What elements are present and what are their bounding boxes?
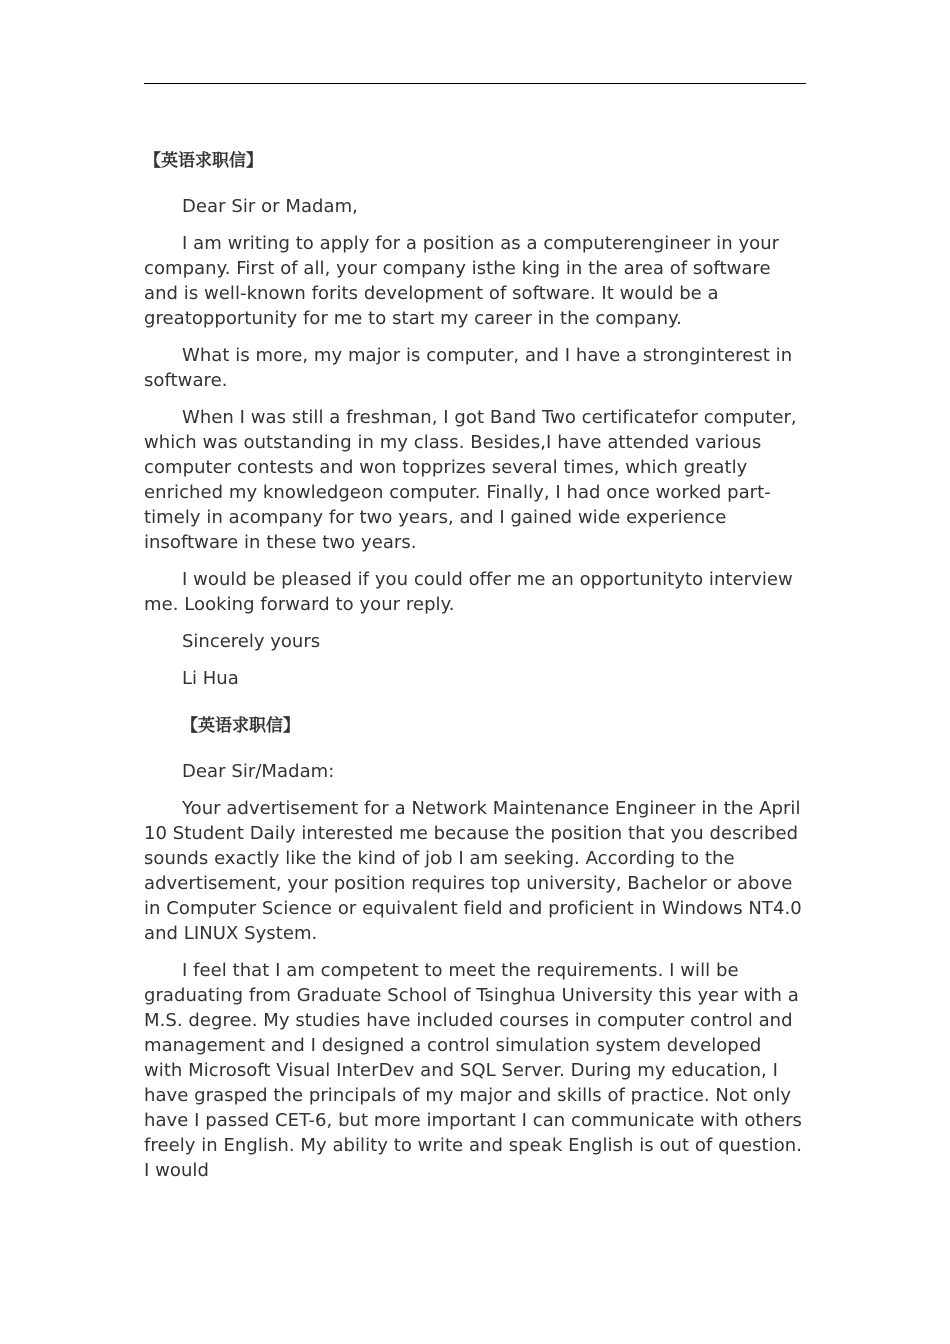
letter-1-paragraph-2: What is more, my major is computer, and I have a stronginterest in software. bbox=[144, 345, 793, 391]
letter-1-closing: Sincerely yours bbox=[182, 631, 321, 652]
letter-2-paragraph-1: Your advertisement for a Network Maintenance Engineer in the April 10 Student Daily interested me because the position that you described sounds exactly like the kind of job I am seeking. According to the advertisement, your position requires top university, Bachelor or above in Computer Science or equivalent field and proficient in Windows NT4.0 and LINUX System. bbox=[144, 798, 802, 944]
cover-letter-1 bbox=[144, 146, 804, 691]
document-body bbox=[144, 146, 804, 1195]
letter-2-paragraph-2: I feel that I am competent to meet the requirements. I will be graduating from Graduate School of Tsinghua University this year with a M.S. degree. My studies have included courses in computer control and management and I designed a control simulation system developed with Microsoft Visual InterDev and SQL Server. During my education, I have grasped the principals of my major and skills of practice. Not only have I passed CET-6, but more important I can communicate with others freely in English. My ability to write and speak English is out of question. I would bbox=[144, 960, 803, 1181]
letter-1-paragraph-1: I am writing to apply for a position as a computerengineer in your company. First of all, your company isthe king in the area of software and is well-known forits development of software. It would be a greatopportunity for me to start my career in the company. bbox=[144, 233, 780, 329]
letter-1-heading: 【英语求职信】 bbox=[144, 151, 263, 171]
header-rule bbox=[144, 83, 806, 84]
letter-1-paragraph-4: I would be pleased if you could offer me an opportunityto interview me. Looking forward to your reply. bbox=[144, 569, 793, 615]
letter-1-salutation: Dear Sir or Madam, bbox=[182, 196, 358, 217]
letter-1-signature: Li Hua bbox=[182, 668, 239, 689]
letter-1-paragraph-3: When I was still a freshman, I got Band Two certificatefor computer, which was outstanding in my class. Besides,I have attended various computer contests and won topprizes several times, which greatly enriched my knowledgeon computer. Finally, I had once worked part-timely in acompany for two years, and I gained wide experience insoftware in these two years. bbox=[144, 407, 797, 553]
letter-2-salutation: Dear Sir/Madam: bbox=[182, 761, 335, 782]
cover-letter-2 bbox=[144, 711, 804, 1183]
letter-2-heading: 【英语求职信】 bbox=[181, 716, 300, 736]
